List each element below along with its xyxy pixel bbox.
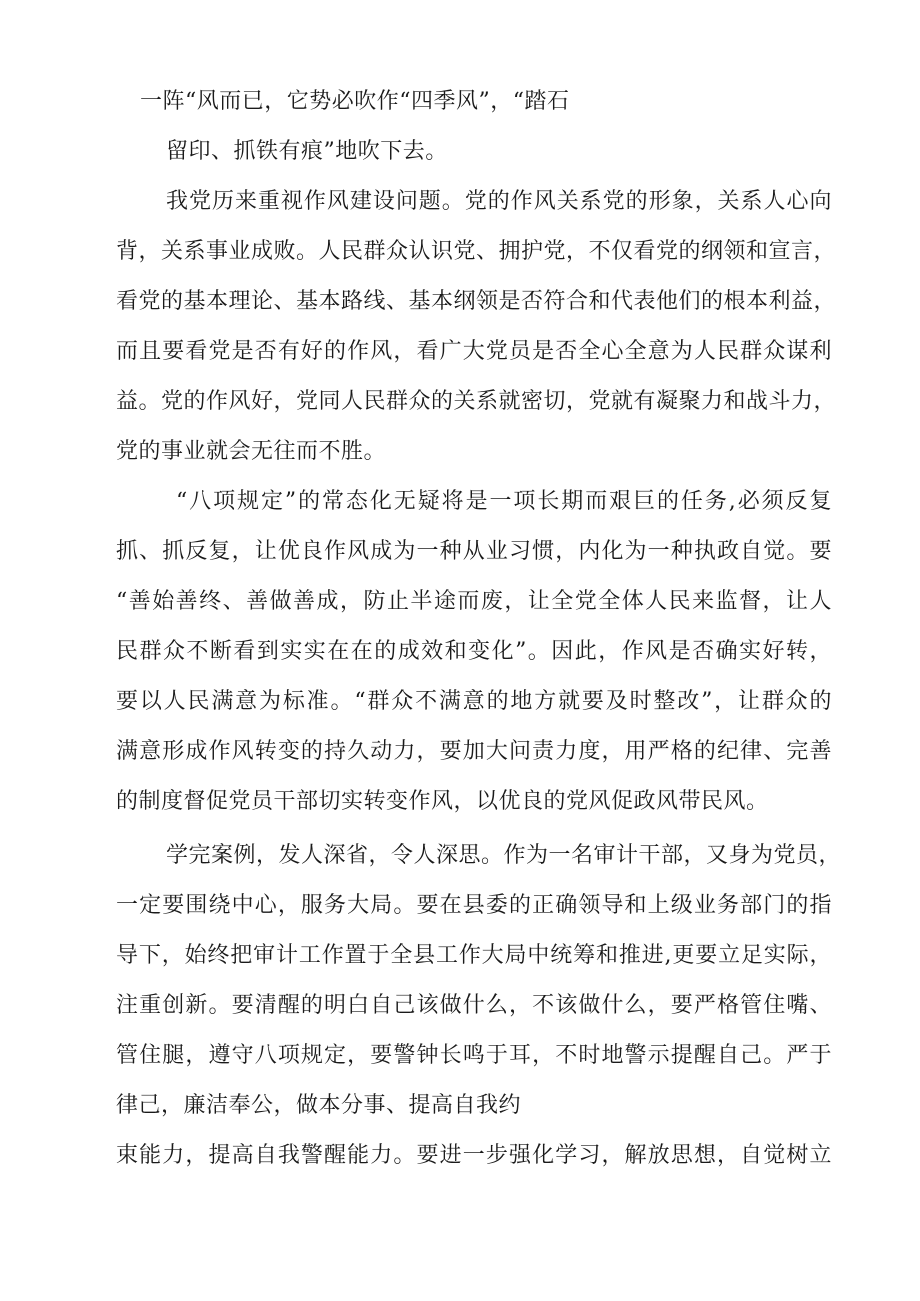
text-line: 民群众不断看到实实在在的成效和变化”。因此，作风是否确实好转， xyxy=(116,639,832,664)
text-line: 导下，始终把审计工作置于全县工作大局中统筹和推进,更要立足实际， xyxy=(116,943,832,968)
text-line: 一阵“风而已，它势必吹作“四季风”，“踏石 xyxy=(140,89,570,114)
text-line: 看党的基本理论、基本路线、基本纲领是否符合和代表他们的根本利益， xyxy=(116,289,837,314)
text-line: 抓、抓反复，让优良作风成为一种从业习惯，内化为一种执政自觉。要 xyxy=(116,539,832,564)
text-line: 律己，廉洁奉公，做本分事、提高自我约 xyxy=(116,1093,522,1118)
text-line: 党的事业就会无往而不胜。 xyxy=(116,439,387,464)
text-line: “善始善终、善做善成，防止半途而废，让全党全体人民来监督，让人 xyxy=(116,589,832,614)
text-line: 学完案例，发人深省，令人深思。作为一名审计干部，又身为党员， xyxy=(166,843,842,868)
text-line: 背，关系事业成败。人民群众认识党、拥护党，不仅看党的纲领和宣言， xyxy=(116,239,837,264)
text-line: 一定要围绕中心，服务大局。要在县委的正确领导和上级业务部门的指 xyxy=(116,893,832,918)
text-line: 我党历来重视作风建设问题。党的作风关系党的形象，关系人心向 xyxy=(166,189,832,214)
text-line: 注重创新。要清醒的明白自己该做什么，不该做什么，要严格管住嘴、 xyxy=(116,993,832,1018)
text-line: 益。党的作风好，党同人民群众的关系就密切，党就有凝聚力和战斗力， xyxy=(116,389,837,414)
text-line: 的制度督促党员干部切实转变作风，以优良的党风促政风带民风。 xyxy=(116,789,769,814)
text-line: 满意形成作风转变的持久动力，要加大问责力度，用严格的纪律、完善 xyxy=(116,739,832,764)
text-line: 留印、抓铁有痕”地吹下去。 xyxy=(166,139,448,164)
text-line: “八项规定”的常态化无疑将是一项长期而艰巨的任务,必须反复 xyxy=(176,489,832,514)
text-line: 而且要看党是否有好的作风，看广大党员是否全心全意为人民群众谋利 xyxy=(116,339,832,364)
text-line: 束能力，提高自我警醒能力。要进一步强化学习，解放思想，自觉树立 xyxy=(116,1143,832,1168)
text-line: 管住腿，遵守八项规定，要警钟长鸣于耳，不时地警示提醒自己。严于 xyxy=(116,1043,832,1068)
text-line: 要以人民满意为标准。“群众不满意的地方就要及时整改”，让群众的 xyxy=(116,689,832,714)
